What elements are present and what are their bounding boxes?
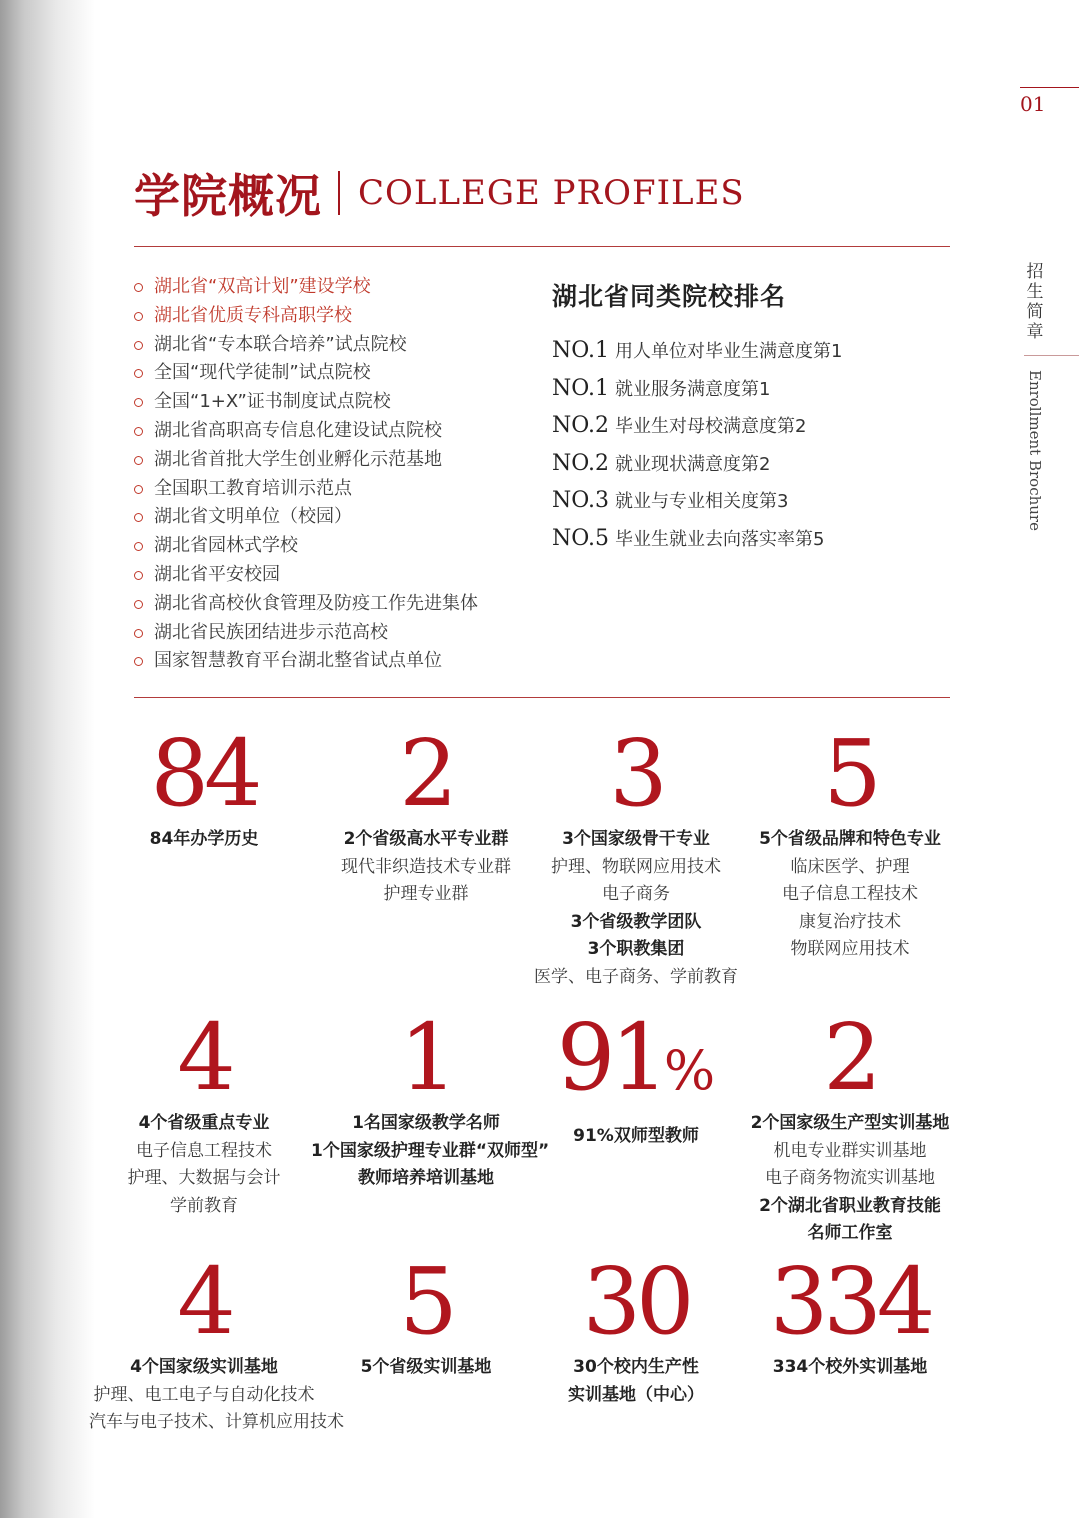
stat-caption-line: 3个国家级骨干专业 <box>562 829 710 849</box>
honor-item <box>134 359 534 388</box>
stat-block <box>311 1250 541 1382</box>
ranking-list <box>552 332 842 557</box>
honor-text: 湖北省“双高计划”建设学校 <box>154 276 371 297</box>
ranking-number: NO.2 <box>552 413 609 438</box>
stat-caption-line: 电子信息工程技术 <box>782 884 918 905</box>
circle-bullet-icon <box>134 283 143 292</box>
ranking-desc: 就业服务满意度第1 <box>615 378 771 400</box>
ranking-desc: 就业现状满意度第2 <box>615 453 771 475</box>
stat-caption-line: 2个国家级生产型实训基地 <box>750 1113 950 1133</box>
honor-item <box>134 273 534 302</box>
honor-item <box>134 503 534 532</box>
side-label-rule <box>1024 355 1079 356</box>
honor-text: 湖北省高职高专信息化建设试点院校 <box>154 419 442 441</box>
honor-item <box>134 647 534 676</box>
ranking-item <box>552 520 842 558</box>
honor-text: 全国“1+X”证书制度试点院校 <box>154 391 391 413</box>
stat-number-value: 2 <box>823 1004 877 1111</box>
title-separator <box>338 171 340 215</box>
stat-number <box>521 1250 751 1354</box>
title-en: COLLEGE PROFILES <box>358 173 745 213</box>
stat-number <box>521 1006 751 1123</box>
stat-caption-line: 3个省级教学团队 <box>570 911 702 932</box>
stat-number-value: 2 <box>399 720 453 827</box>
stat-number <box>735 1250 965 1354</box>
ranking-number: NO.1 <box>552 338 609 363</box>
ranking-item <box>552 332 842 370</box>
stat-caption-line: 91%双师型教师 <box>573 1126 699 1146</box>
honor-text: 湖北省优质专科高职学校 <box>154 304 352 326</box>
stat-caption-line: 机电专业群实训基地 <box>773 1140 927 1161</box>
stat-caption-line: 334个校外实训基地 <box>772 1357 928 1377</box>
stat-caption-line: 护理、电工电子与自动化技术 <box>93 1384 315 1405</box>
circle-bullet-icon <box>134 571 143 580</box>
stat-number-value: 5 <box>823 720 877 827</box>
honor-item <box>134 475 534 504</box>
circle-bullet-icon <box>134 456 143 465</box>
stat-number <box>89 722 319 826</box>
stat-caption-line: 护理专业群 <box>383 884 469 905</box>
honor-item <box>134 302 534 331</box>
side-label-cn <box>1024 262 1046 342</box>
circle-bullet-icon <box>134 312 143 321</box>
stat-block <box>735 1250 965 1382</box>
honor-text: 湖北省“专本联合培养”试点院校 <box>154 333 407 355</box>
page-number: 01 <box>1020 92 1046 116</box>
honors-list <box>134 273 534 676</box>
stat-caption-line: 康复治疗技术 <box>799 911 901 932</box>
stat-block <box>89 1006 319 1220</box>
stat-caption-line: 电子商务物流实训基地 <box>765 1168 935 1189</box>
stat-block <box>735 1006 965 1248</box>
stat-block <box>311 1004 550 1193</box>
circle-bullet-icon <box>134 629 143 638</box>
stat-caption-line: 护理、大数据与会计 <box>127 1168 281 1189</box>
honor-text: 湖北省文明单位（校园） <box>154 506 352 528</box>
stat-block <box>521 1006 751 1151</box>
top-divider <box>134 246 950 247</box>
middle-divider <box>134 697 950 698</box>
honor-item <box>134 331 534 360</box>
ranking-item <box>552 407 842 445</box>
stat-block <box>89 1248 344 1437</box>
stat-number <box>735 1006 965 1110</box>
stat-number <box>311 1250 541 1354</box>
ranking-desc: 毕业生对母校满意度第2 <box>615 416 807 437</box>
ranking-item <box>552 445 842 483</box>
stat-number-value: 3 <box>609 720 663 827</box>
ranking-desc: 就业与专业相关度第3 <box>615 491 789 512</box>
circle-bullet-icon <box>134 485 143 494</box>
ranking-desc: 毕业生就业去向落实率第5 <box>615 528 825 550</box>
stat-caption-line: 1名国家级教学名师 <box>352 1113 500 1133</box>
stat-caption-line: 2个省级高水平专业群 <box>343 829 509 849</box>
circle-bullet-icon <box>134 341 143 350</box>
honor-item <box>134 619 534 648</box>
honor-text: 全国“现代学徒制”试点院校 <box>154 362 371 384</box>
stat-caption-line: 护理、物联网应用技术 <box>551 856 721 877</box>
side-label-en: Enrollment Brochure <box>1026 370 1044 531</box>
stat-caption-line: 1个国家级护理专业群“双师型” <box>311 1140 550 1161</box>
stat-caption-line: 30个校内生产性 <box>573 1357 699 1377</box>
stat-number-value: 5 <box>399 1248 453 1355</box>
stat-number <box>521 722 751 826</box>
stat-caption-line: 名师工作室 <box>807 1223 893 1244</box>
honor-item <box>134 590 534 619</box>
circle-bullet-icon <box>134 369 143 378</box>
stat-caption-line: 汽车与电子技术、计算机应用技术 <box>89 1412 344 1433</box>
honor-text: 湖北省平安校园 <box>154 563 280 585</box>
stat-caption-line: 学前教育 <box>170 1195 238 1216</box>
stat-number-value: 84 <box>150 720 258 827</box>
ranking-number: NO.2 <box>552 450 609 476</box>
stat-caption-line: 3个职教集团 <box>587 939 685 960</box>
stat-number <box>89 1006 319 1110</box>
circle-bullet-icon <box>134 657 143 666</box>
circle-bullet-icon <box>134 542 143 551</box>
ranking-item <box>552 482 842 520</box>
stat-caption-line: 现代非织造技术专业群 <box>341 856 511 877</box>
stat-number-value: 91 <box>556 1004 664 1111</box>
circle-bullet-icon <box>134 398 143 407</box>
honor-item <box>134 561 534 590</box>
honor-item <box>134 532 534 561</box>
side-char: 生 <box>1026 282 1044 302</box>
side-char: 章 <box>1026 322 1044 342</box>
honor-item <box>134 388 534 417</box>
stat-caption-line: 5个省级品牌和特色专业 <box>759 829 941 849</box>
stat-number-value: 30 <box>582 1248 690 1355</box>
honor-text: 全国职工教育培训示范点 <box>154 477 352 499</box>
stat-caption-line: 4个国家级实训基地 <box>130 1357 278 1377</box>
stat-caption-line: 4个省级重点专业 <box>138 1113 270 1133</box>
stat-caption-line: 5个省级实训基地 <box>360 1357 492 1377</box>
circle-bullet-icon <box>134 600 143 609</box>
stat-number <box>735 722 965 826</box>
stat-caption-line: 电子信息工程技术 <box>136 1140 272 1161</box>
stat-caption-line: 2个湖北省职业教育技能 <box>759 1195 941 1216</box>
stat-caption-line: 电子商务 <box>602 884 670 905</box>
ranking-number: NO.5 <box>552 525 609 551</box>
stat-number-value: 1 <box>399 1004 453 1111</box>
honor-item <box>134 446 534 475</box>
stat-number-value: 4 <box>177 1248 231 1355</box>
ranking-desc: 用人单位对毕业生满意度第1 <box>615 341 843 362</box>
stat-caption-line: 教师培养培训基地 <box>358 1168 494 1189</box>
ranking-title: 湖北省同类院校排名 <box>552 282 787 311</box>
stat-caption-line: 84年办学历史 <box>149 829 259 849</box>
stat-block <box>521 722 751 992</box>
stat-block <box>521 1250 751 1409</box>
ranking-number: NO.3 <box>552 488 609 513</box>
stat-caption-line: 实训基地（中心） <box>568 1384 704 1405</box>
circle-bullet-icon <box>134 513 143 522</box>
stat-block <box>311 722 541 909</box>
stat-number <box>311 1006 541 1110</box>
honor-text: 湖北省民族团结进步示范高校 <box>154 621 388 643</box>
honor-text: 湖北省首批大学生创业孵化示范基地 <box>154 448 442 470</box>
page-title <box>134 160 745 226</box>
stat-number <box>89 1250 319 1354</box>
ranking-number: NO.1 <box>552 375 609 401</box>
binding-spine-shadow <box>0 0 95 1518</box>
side-char: 招 <box>1026 262 1044 282</box>
stat-percent-sign: % <box>663 1039 716 1102</box>
page-number-rule <box>1020 87 1079 88</box>
stat-block <box>89 722 319 854</box>
stat-caption-line: 物联网应用技术 <box>790 939 910 960</box>
stat-caption-line: 临床医学、护理 <box>790 856 910 877</box>
stat-caption-line: 医学、电子商务、学前教育 <box>534 966 738 987</box>
ranking-item <box>552 370 842 408</box>
honor-text: 国家智慧教育平台湖北整省试点单位 <box>154 650 442 672</box>
side-char: 简 <box>1026 302 1044 322</box>
stat-number-value: 4 <box>177 1004 231 1111</box>
title-cn: 学院概况 <box>134 169 322 223</box>
honor-text: 湖北省高校伙食管理及防疫工作先进集体 <box>154 592 478 614</box>
circle-bullet-icon <box>134 427 143 436</box>
honor-text: 湖北省园林式学校 <box>154 535 298 557</box>
honor-item <box>134 417 534 446</box>
stat-block <box>735 722 965 964</box>
stat-number <box>311 722 541 826</box>
stat-number-value: 334 <box>769 1248 931 1355</box>
